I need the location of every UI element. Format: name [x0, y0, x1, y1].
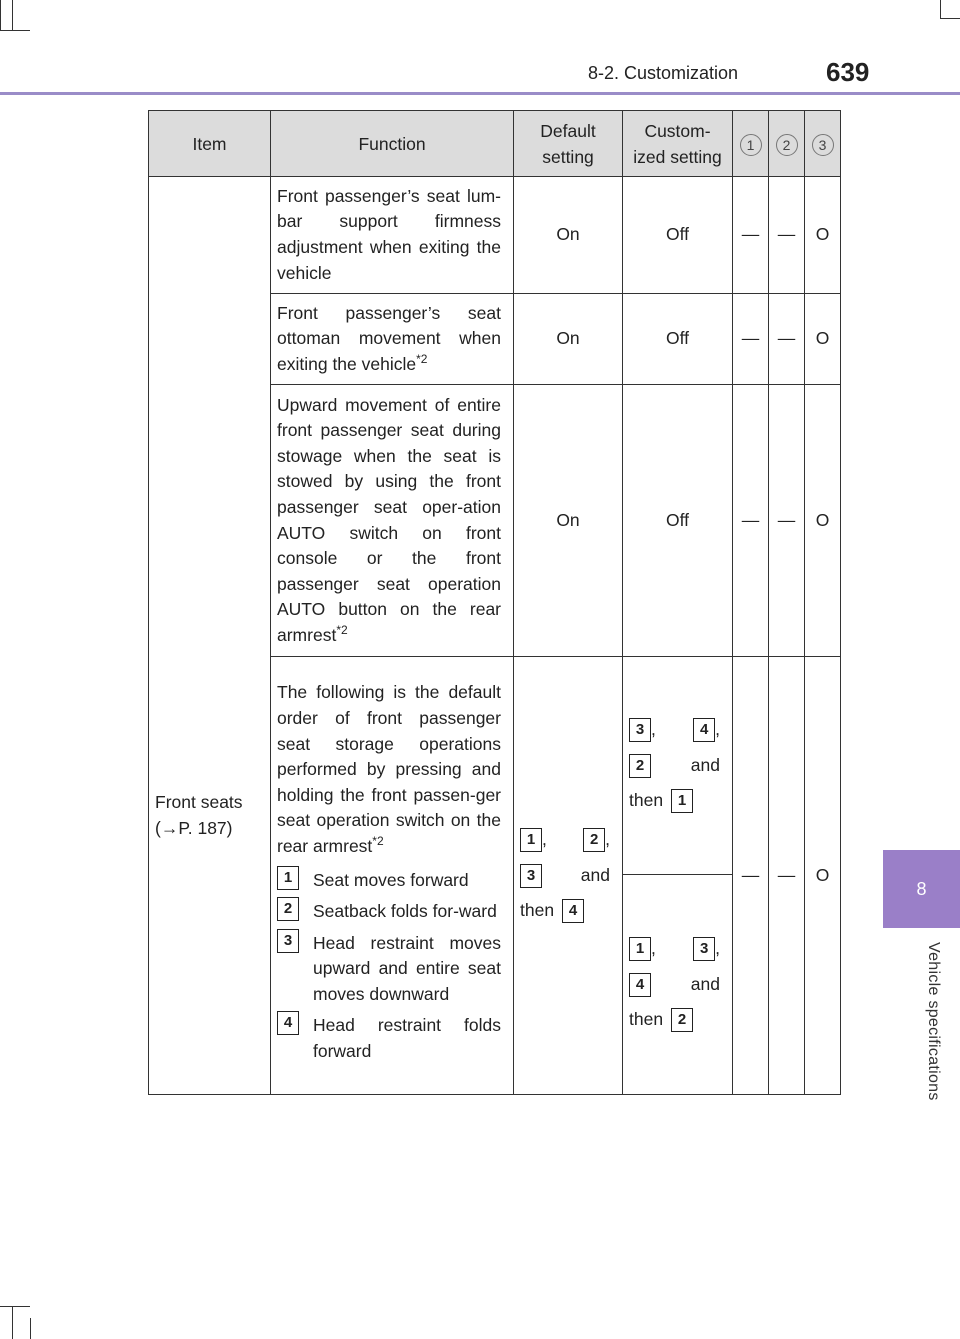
customization-table	[148, 110, 841, 1095]
mark-cell: —	[733, 294, 769, 385]
footnote-mark: *2	[372, 834, 384, 849]
circled-1-icon: 1	[740, 134, 762, 156]
function-cell: Upward movement of entire front passenger seat during stowage when the seat is stowed by using the front passenger seat oper-ation AUTO switch on front console or the front passenger seat operation AUTO button on the rear armrest$^{*2}$	[271, 385, 514, 657]
header-function: Function	[271, 111, 514, 177]
step-number-icon: 3	[693, 937, 715, 961]
step-number-icon: 2	[277, 897, 299, 921]
crop-mark	[12, 0, 13, 30]
step-number-icon: 4	[693, 718, 715, 742]
crop-mark	[30, 1318, 31, 1339]
crop-mark	[0, 30, 30, 31]
mark-cell: —	[769, 385, 805, 657]
step-number-icon: 1	[629, 937, 651, 961]
page-number: 639	[826, 57, 870, 87]
default-cell: On	[514, 294, 623, 385]
crop-mark	[940, 0, 941, 18]
mark-cell: —	[769, 177, 805, 294]
footnote-mark: *2	[336, 623, 348, 638]
function-cell: Front passenger’s seat lum-bar support firmness adjustment when exiting the vehicle	[271, 177, 514, 294]
step-number-icon: 3	[277, 929, 299, 953]
table-row	[149, 177, 841, 294]
step-number-icon: 3	[520, 864, 542, 888]
list-item: 4 Head restraint folds forward	[277, 1013, 501, 1064]
custom-option-2: 1 , 3 , 4 and then 2	[623, 875, 732, 1094]
step-number-icon: 1	[671, 789, 693, 813]
step-number-icon: 2	[629, 754, 651, 778]
mark-cell: —	[733, 177, 769, 294]
default-cell: On	[514, 385, 623, 657]
list-item: 2 Seatback folds for-ward	[277, 899, 501, 925]
crop-mark	[12, 1306, 13, 1339]
list-item: 3 Head restraint moves upward and entire seat moves downward	[277, 931, 501, 1008]
header-col1	[733, 111, 769, 177]
header-divider	[0, 92, 960, 95]
list-item: 1 Seat moves forward	[277, 868, 501, 894]
header-item: Item	[149, 111, 271, 177]
header-col3	[805, 111, 841, 177]
item-cell: Front seats (→P. 187)	[149, 177, 271, 1095]
step-number-icon: 4	[562, 899, 584, 923]
default-order-cell: 1 , 2 , 3 and then 4	[514, 657, 623, 1095]
step-number-icon: 1	[520, 828, 542, 852]
header-col2	[769, 111, 805, 177]
mark-cell: —	[733, 385, 769, 657]
mark-cell: —	[769, 657, 805, 1095]
circled-3-icon: 3	[812, 134, 834, 156]
step-number-icon: 4	[629, 973, 651, 997]
mark-cell: O	[805, 294, 841, 385]
crop-mark	[940, 18, 960, 19]
custom-option-1: 3 , 4 , 2 and then 1	[623, 657, 732, 875]
custom-order-cell	[623, 657, 733, 1095]
header-custom: Custom- ized setting	[623, 111, 733, 177]
mark-cell: O	[805, 657, 841, 1095]
function-cell: The following is the default order of front passenger seat storage operations performed by pressing and holding the front passen-ger seat operation switch on the rear armrest$^{*2}$ 1 Seat moves forward 2 Seatback folds for-ward 3 Head restraint moves upward and entire seat moves downward 4 Head restraint folds forward	[271, 657, 514, 1095]
chapter-label: Vehicle specifications	[925, 942, 942, 1101]
step-number-icon: 1	[277, 866, 299, 890]
mark-cell: —	[769, 294, 805, 385]
custom-cell: Off	[623, 177, 733, 294]
operation-list	[277, 868, 501, 1065]
step-number-icon: 2	[671, 1008, 693, 1032]
footnote-mark: *2	[416, 351, 428, 366]
chapter-tab: 8	[883, 850, 960, 928]
step-number-icon: 4	[277, 1011, 299, 1035]
mark-cell: O	[805, 177, 841, 294]
mark-cell: —	[733, 657, 769, 1095]
mark-cell: O	[805, 385, 841, 657]
function-cell: Front passenger’s seat ottoman movement when exiting the vehicle$^{*2}$	[271, 294, 514, 385]
section-title: 8-2. Customization	[588, 63, 739, 83]
crop-mark	[0, 1306, 30, 1307]
custom-cell: Off	[623, 385, 733, 657]
header-default: Default setting	[514, 111, 623, 177]
step-number-icon: 2	[583, 828, 605, 852]
table-header-row	[149, 111, 841, 177]
circled-2-icon: 2	[776, 134, 798, 156]
step-number-icon: 3	[629, 718, 651, 742]
custom-cell: Off	[623, 294, 733, 385]
crop-mark	[0, 0, 1, 30]
default-cell: On	[514, 177, 623, 294]
